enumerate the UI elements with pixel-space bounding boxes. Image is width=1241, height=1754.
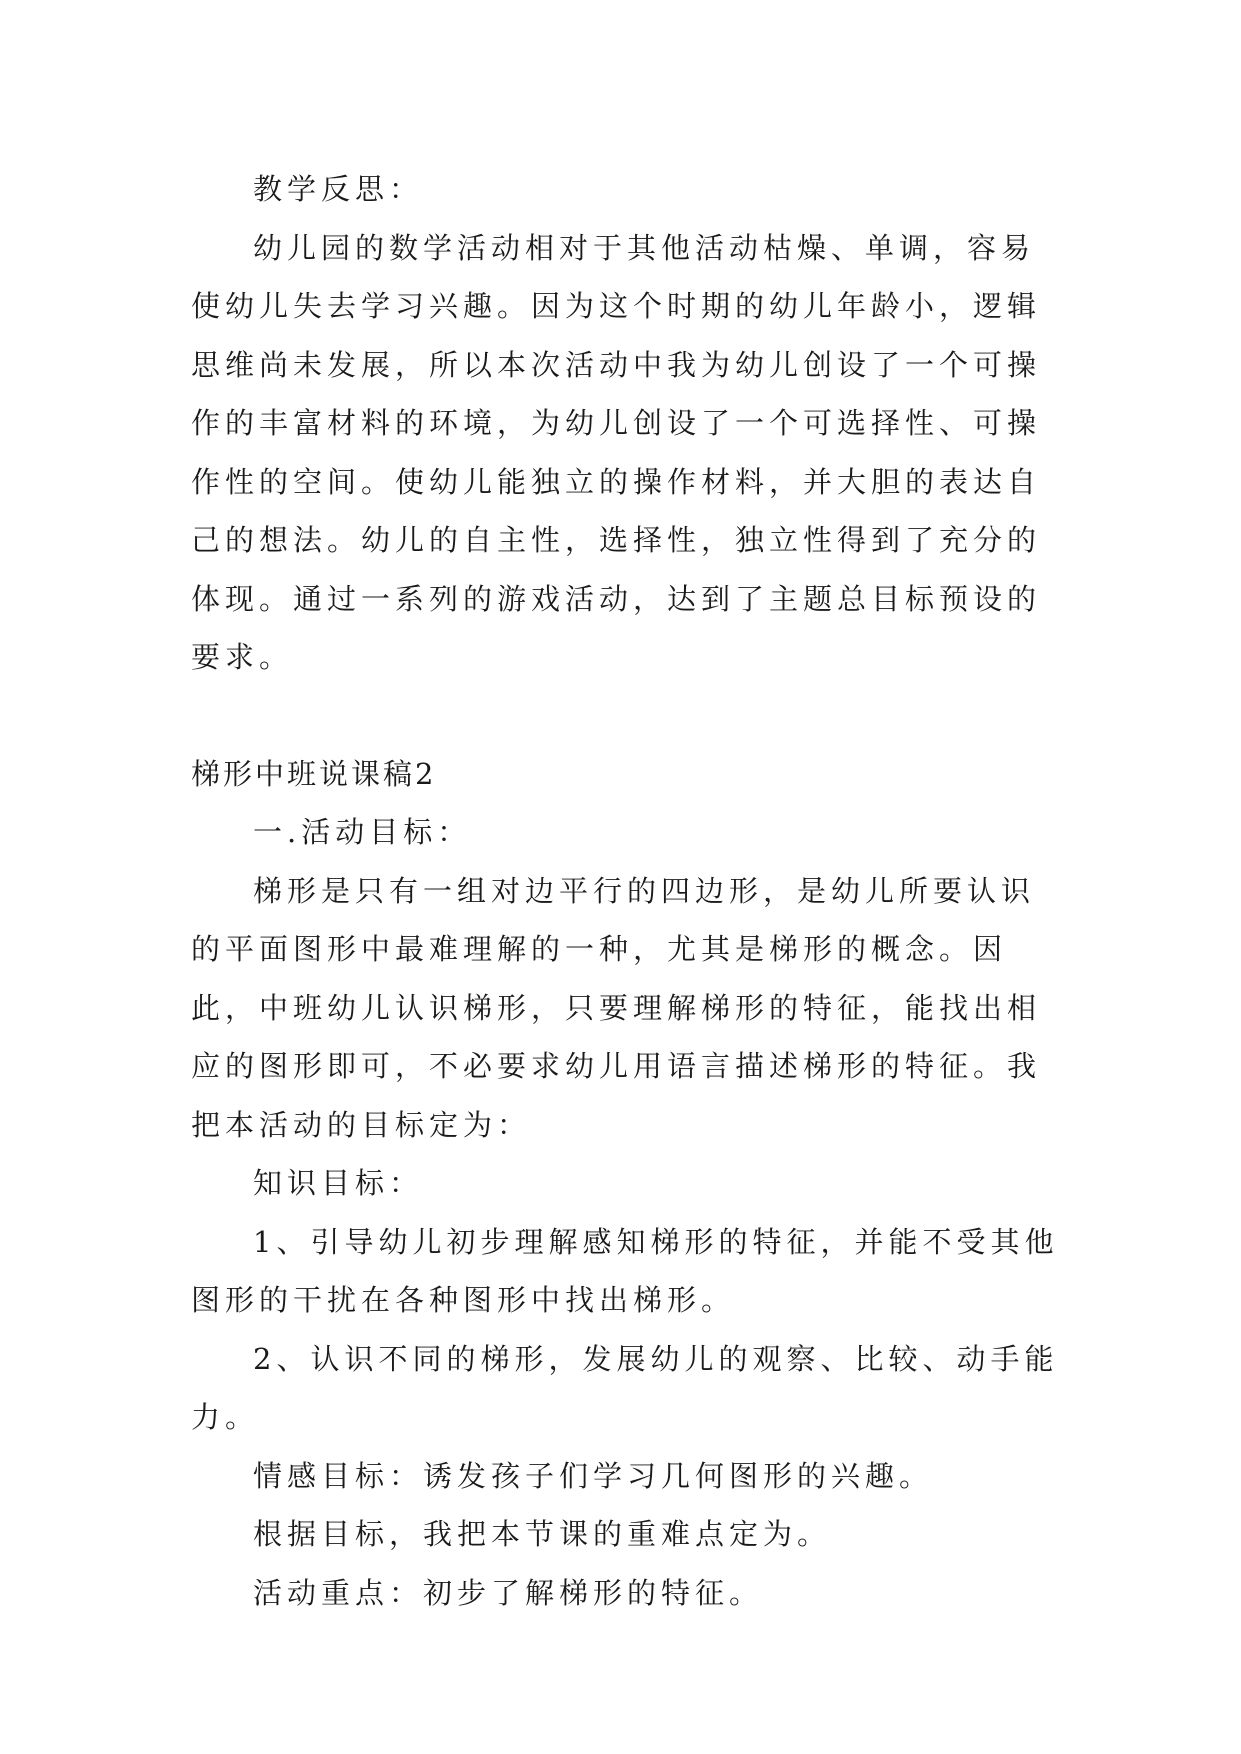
goal-paragraph: 梯形是只有一组对边平行的四边形，是幼儿所要认识的平面图形中最难理解的一种，尤其是梯形的概念。因此，中班幼儿认识梯形，只要理解梯形的特征，能找出相应的图形即可，不必要求幼儿用语言描述梯形的特征。我把本活动的目标定为： xyxy=(191,873,1042,1142)
reflection-paragraph: 幼儿园的数学活动相对于其他活动枯燥、单调，容易使幼儿失去学习兴趣。因为这个时期的幼儿年龄小，逻辑思维尚未发展，所以本次活动中我为幼儿创设了一个可操作的丰富材料的环境，为幼儿创设了一个可选择性、可操作性的空间。使幼儿能独立的操作材料，并大胆的表达自己的想法。幼儿的自主性，选择性，独立性得到了充分的体现。通过一系列的游戏活动，达到了主题总目标预设的要求。 xyxy=(191,230,1042,674)
section-gap xyxy=(191,687,1061,745)
document-body xyxy=(191,160,1061,1622)
key-point: 活动重点：初步了解梯形的特征。 xyxy=(253,1575,764,1610)
goal-title: 一.活动目标： xyxy=(253,815,472,849)
knowledge-item-1: 1、引导幼儿初步理解感知梯形的特征，并能不受其他图形的干扰在各种图形中找出梯形。 xyxy=(191,1224,1059,1317)
emotion-goal: 情感目标：诱发孩子们学习几何图形的兴趣。 xyxy=(253,1458,934,1493)
basis-text: 根据目标，我把本节课的重难点定为。 xyxy=(253,1517,832,1551)
reflection-title: 教学反思： xyxy=(253,172,424,206)
knowledge-item-2: 2、认识不同的梯形，发展幼儿的观察、比较、动手能力。 xyxy=(191,1341,1059,1434)
section-heading: 梯形中班说课稿2 xyxy=(191,756,437,791)
knowledge-title: 知识目标： xyxy=(253,1166,424,1200)
